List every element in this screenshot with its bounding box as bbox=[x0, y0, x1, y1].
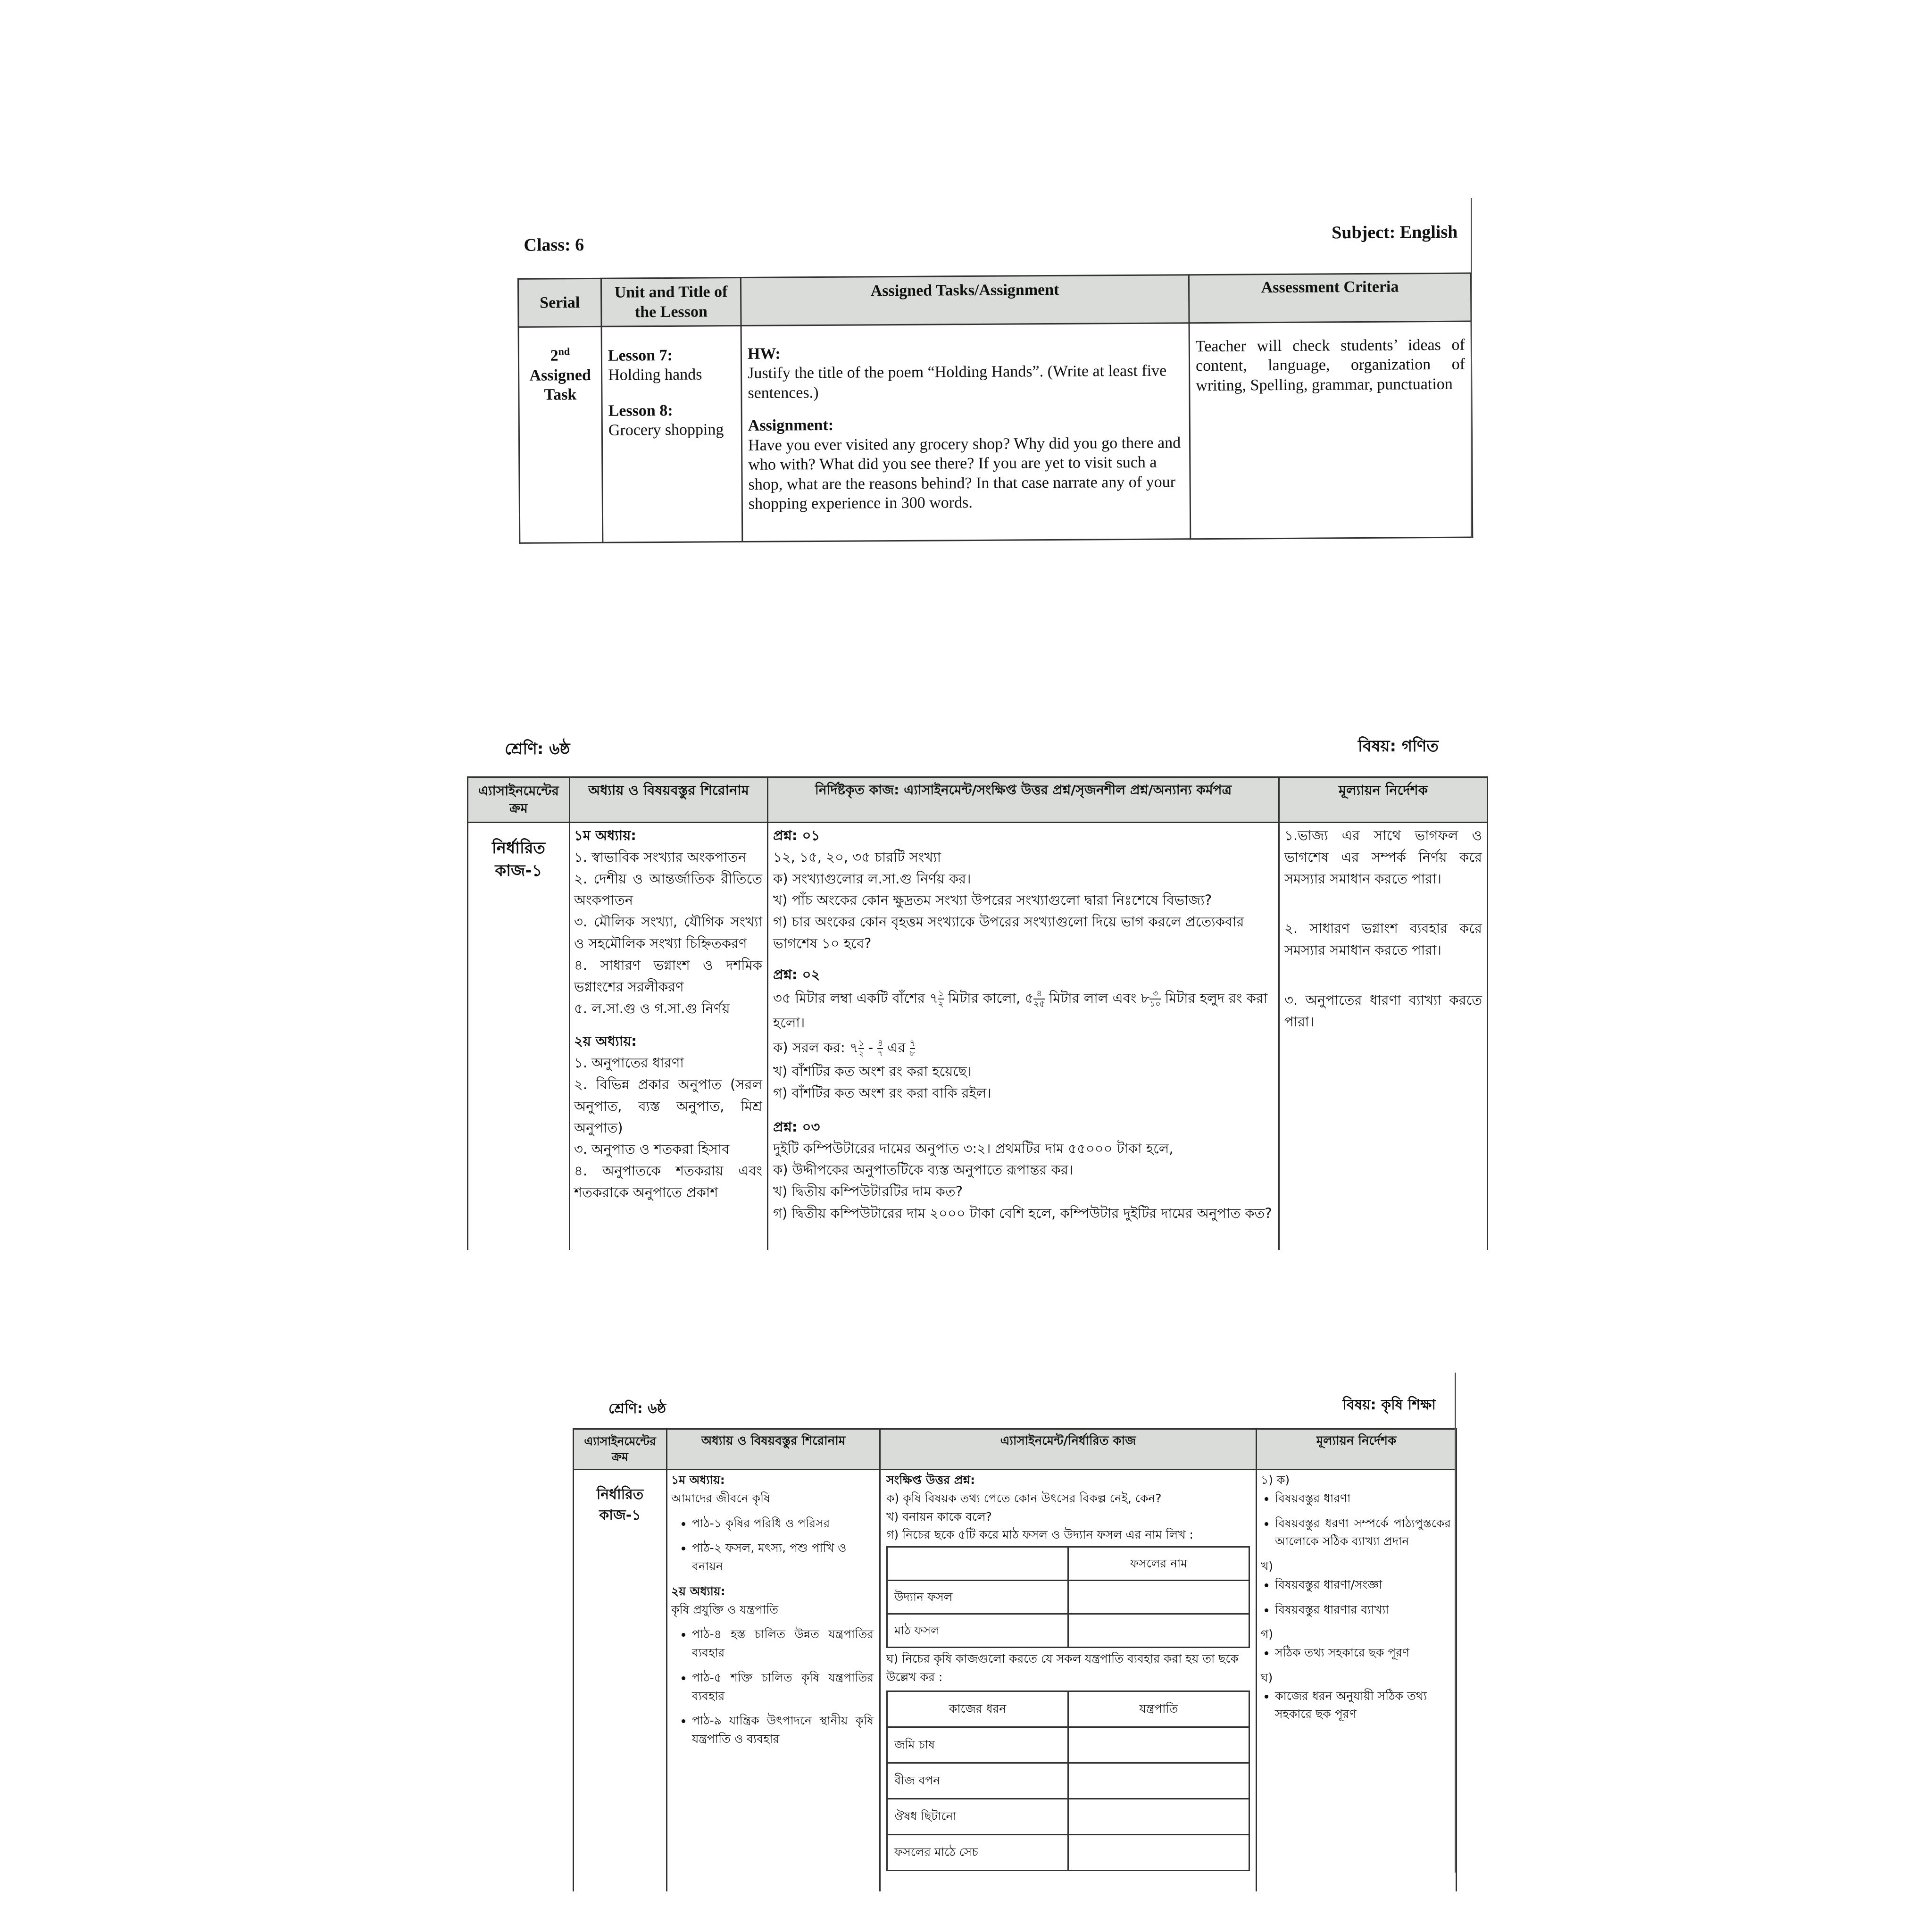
q1-line-1: ১২, ১৫, ২০, ৩৫ চারটি সংখ্যা bbox=[773, 849, 941, 865]
math-header-serial: এ্যাসাইনমেন্টের ক্রম bbox=[468, 777, 570, 823]
crop-fill-cell[interactable] bbox=[1068, 1581, 1249, 1614]
fraction bbox=[877, 1039, 883, 1058]
fraction-num: ১ bbox=[858, 1038, 864, 1049]
q1-line-2: ক) সংখ্যাগুলোর ল.সা.গু নির্ণয় কর। bbox=[773, 870, 971, 887]
tool-fill-cell[interactable] bbox=[1068, 1834, 1249, 1870]
chapter2-item-3: ৩. অনুপাত ও শতকরা হিসাব bbox=[574, 1141, 730, 1158]
q3-title: প্রশ্ন: ০৩ bbox=[773, 1118, 820, 1135]
q2-intro-part: মিটার হলুদ রং করা হলো। bbox=[773, 990, 1268, 1031]
tool-row-label: ফসলের মাঠে সেচ bbox=[887, 1834, 1068, 1870]
chapter2-item-1: ১. অনুপাতের ধারণা bbox=[574, 1055, 684, 1071]
criteria-item: • বিষয়বস্তুর ধরণা সম্পর্কে পাঠ্যপুস্তকের আলোকে সঠিক ব্যাখ্যা প্রদান bbox=[1275, 1515, 1451, 1551]
english-assignment-sheet bbox=[509, 201, 1483, 547]
q3-line-1: দুইটি কম্পিউটারের দামের অনুপাত ৩:২। প্রথমটির দাম ৫৫০০০ টাকা হলে, bbox=[773, 1140, 1174, 1157]
agri-lesson-item: • পাঠ-২ ফসল, মৎস্য, পশু পাখি ও বনায়ন bbox=[692, 1539, 874, 1576]
chapter1-item-3: ৩. মৌলিক সংখ্যা, যৌগিক সংখ্যা ও সহমৌলিক সংখ্যা চিহ্নিতকরণ bbox=[574, 914, 762, 952]
chapter1-title: ১ম অধ্যায়: bbox=[574, 827, 636, 843]
assignment-text: Have you ever visited any grocery shop? Why did you go there and who with? What did you see there? If you are yet to visit such a shop, what are the reasons behind? In that case narrate any of your shopping experience in 300 words. bbox=[748, 434, 1181, 513]
fraction-den: ৮ bbox=[909, 1049, 916, 1059]
agri-chapter2-sub: কৃষি প্রযুক্তি ও যন্ত্রপাতি bbox=[671, 1602, 779, 1616]
tool-table-header-tools: যন্ত্রপাতি bbox=[1068, 1691, 1249, 1727]
tool-row-label: জমি চাষ bbox=[887, 1727, 1068, 1763]
q1-line-3: খ) পাঁচ অংকের কোন ক্ষুদ্রতম সংখ্যা উপরের সংখ্যাগুলো দ্বারা নিঃশেষে বিভাজ্য? bbox=[773, 892, 1212, 908]
agri-chapter1-list bbox=[671, 1515, 874, 1576]
tool-fill-cell[interactable] bbox=[1068, 1763, 1249, 1799]
q2-simplify bbox=[773, 1035, 1274, 1061]
math-criteria-3: ৩. অনুপাতের ধারণা ব্যাখ্যা করতে পারা। bbox=[1284, 992, 1482, 1030]
agri-chapter2-list bbox=[671, 1625, 874, 1749]
math-serial: নির্ধারিত কাজ-১ bbox=[492, 839, 545, 880]
assignment-label: Assignment: bbox=[748, 416, 834, 435]
agri-criteria-cell bbox=[1257, 1470, 1457, 1892]
q2-intro-part: ৩৫ মিটার লম্বা একটি বাঁশের ৭ bbox=[773, 990, 939, 1006]
math-assignment-sheet bbox=[462, 731, 1491, 1250]
q2a-part: এর bbox=[883, 1040, 910, 1056]
q1-line-4: গ) চার অংকের কোন বৃহত্তম সংখ্যাকে উপরের সংখ্যাগুলো দিয়ে ভাগ করলে প্রত্যেকবার ভাগশেষ ১০ হবে? bbox=[773, 914, 1244, 952]
agri-class-label: শ্রেণি: ৬ষ্ঠ bbox=[608, 1400, 666, 1417]
tool-table-header-work: কাজের ধরন bbox=[887, 1691, 1068, 1727]
criteria-gh-label: ঘ) bbox=[1261, 1670, 1273, 1684]
math-criteria-1: ১.ভাজ্য এর সাথে ভাগফল ও ভাগশেষ এর সম্পর্ক নির্ণয় করে সমস্যার সমাধান করতে পারা। bbox=[1284, 827, 1482, 887]
math-class-label: শ্রেণি: ৬ষ্ঠ bbox=[505, 740, 570, 758]
fraction-num: ৩ bbox=[1149, 989, 1160, 999]
crop-name-table bbox=[886, 1546, 1250, 1648]
criteria-g-label: গ) bbox=[1261, 1627, 1274, 1641]
header-serial: Serial bbox=[518, 278, 601, 327]
math-chapter-cell bbox=[570, 823, 768, 1250]
criteria-g-list bbox=[1261, 1644, 1451, 1662]
agri-task-c: গ) নিচের ছকে ৫টি করে মাঠ ফসল ও উদ্যান ফসল এর নাম লিখ : bbox=[886, 1528, 1193, 1542]
lesson7-title: Lesson 7: bbox=[608, 346, 673, 365]
math-criteria-2: ২. সাধারণ ভগ্নাংশ ব্যবহার করে সমস্যার সমাধান করতে পারা। bbox=[1284, 920, 1482, 958]
subject-label: Subject: English bbox=[1332, 222, 1458, 243]
agri-header-serial: এ্যাসাইনমেন্টের ক্রম bbox=[574, 1429, 667, 1470]
serial-cell bbox=[518, 326, 603, 543]
criteria-item: • কাজের ধরন অনুযায়ী সঠিক তথ্য সহকারে ছক পূরণ bbox=[1275, 1687, 1451, 1724]
criteria-k-label: ১) ক) bbox=[1261, 1473, 1290, 1487]
agri-header-tasks: এ্যাসাইনমেন্ট/নির্ধারিত কাজ bbox=[880, 1429, 1257, 1470]
chapter2-item-2: ২. বিভিন্ন প্রকার অনুপাত (সরল অনুপাত, ব্যস্ত অনুপাত, মিশ্র অনুপাত) bbox=[574, 1076, 762, 1136]
agri-serial-cell bbox=[574, 1470, 667, 1892]
fraction bbox=[1033, 989, 1044, 1009]
q3-line-3: খ) দ্বিতীয় কম্পিউটারটির দাম কত? bbox=[773, 1183, 963, 1200]
criteria-item: • সঠিক তথ্য সহকারে ছক পূরণ bbox=[1275, 1644, 1451, 1662]
tool-table bbox=[886, 1690, 1250, 1871]
fraction bbox=[938, 989, 944, 1009]
chapter1-item-1: ১. স্বাভাবিক সংখ্যার অংকপাতন bbox=[574, 849, 746, 865]
math-tasks-cell bbox=[768, 823, 1279, 1250]
q2-title: প্রশ্ন: ০২ bbox=[773, 966, 820, 983]
class-label: Class: 6 bbox=[524, 235, 584, 255]
q3-line-4: গ) দ্বিতীয় কম্পিউটারের দাম ২০০০ টাকা বেশি হলে, কম্পিউটার দুইটির দামের অনুপাত কত? bbox=[773, 1205, 1272, 1222]
agri-task-d: ঘ) নিচের কৃষি কাজগুলো করতে যে সকল যন্ত্রপাতি ব্যবহার করা হয় তা ছকে উল্লেখ কর : bbox=[886, 1652, 1239, 1684]
lesson8-name: Grocery shopping bbox=[608, 421, 724, 440]
criteria-text: Teacher will check students’ ideas of content, language, organization of writing, Spelling, grammar, punctuation bbox=[1195, 336, 1466, 395]
agri-task-title: সংক্ষিপ্ত উত্তর প্রশ্ন: bbox=[886, 1473, 975, 1487]
criteria-item: • বিষয়বস্তুর ধারণার ব্যাখ্যা bbox=[1275, 1601, 1451, 1619]
agri-lesson-item: • পাঠ-৫ শক্তি চালিত কৃষি যন্ত্রপাতির ব্যবহার bbox=[692, 1669, 874, 1706]
crop-row-label: মাঠ ফসল bbox=[887, 1614, 1068, 1648]
hw-label: HW: bbox=[747, 345, 781, 363]
agri-header-chapter: অধ্যায় ও বিষয়বস্তুর শিরোনাম bbox=[667, 1429, 880, 1470]
math-subject-label: বিষয়: গণিত bbox=[1358, 737, 1439, 756]
agri-task-table bbox=[573, 1428, 1457, 1891]
q2-line-1: খ) বাঁশটির কত অংশ রং করা হয়েছে। bbox=[773, 1063, 972, 1080]
english-task-table bbox=[517, 273, 1473, 544]
q2-intro-part: মিটার কালো, ৫ bbox=[943, 990, 1034, 1006]
agri-header-criteria: মূল্যায়ন নির্দেশক bbox=[1257, 1429, 1457, 1470]
q2a-part: ক) সরল কর: ৭ bbox=[773, 1040, 858, 1056]
tool-fill-cell[interactable] bbox=[1068, 1727, 1249, 1763]
q2-intro-part: মিটার লাল এবং ৮ bbox=[1044, 990, 1150, 1006]
fraction bbox=[910, 1039, 916, 1058]
fraction bbox=[858, 1039, 864, 1058]
math-criteria-cell bbox=[1279, 823, 1488, 1250]
criteria-item: • বিষয়বস্তুর ধারণা bbox=[1275, 1490, 1451, 1508]
agri-chapter1-title: ১ম অধ্যায়: bbox=[671, 1473, 725, 1487]
chapter1-item-5: ৫. ল.সা.গু ও গ.সা.গু নির্ণয় bbox=[574, 1000, 730, 1016]
serial-label: Assigned Task bbox=[529, 366, 591, 404]
agri-chapter-cell bbox=[667, 1470, 880, 1892]
math-header-chapter: অধ্যায় ও বিষয়বস্তুর শিরোনাম bbox=[570, 777, 768, 823]
english-page-edge bbox=[1471, 198, 1472, 538]
chapter1-item-4: ৪. সাধারণ ভগ্নাংশ ও দশমিক ভগ্নাংশের সরলীকরণ bbox=[574, 957, 762, 995]
criteria-k-list bbox=[1261, 1490, 1451, 1551]
fraction-den: ২ bbox=[938, 999, 944, 1009]
math-serial-cell bbox=[468, 823, 570, 1250]
fraction-den: ১০ bbox=[1149, 999, 1161, 1009]
criteria-cell bbox=[1189, 321, 1473, 539]
q2-intro bbox=[773, 986, 1274, 1035]
crop-fill-cell[interactable] bbox=[1068, 1614, 1249, 1648]
unit-cell bbox=[601, 326, 742, 543]
q2-line-2: গ) বাঁশটির কত অংশ রং করা বাকি রইল। bbox=[773, 1084, 991, 1101]
criteria-item: • বিষয়বস্তুর ধারণা/সংজ্ঞা bbox=[1275, 1576, 1451, 1594]
agri-lesson-item: • পাঠ-৯ যান্ত্রিক উৎপাদনে স্থানীয় কৃষি যন্ত্রপাতি ও ব্যবহার bbox=[692, 1712, 874, 1749]
agri-tasks-cell bbox=[880, 1470, 1257, 1892]
lesson7-name: Holding hands bbox=[608, 366, 702, 384]
criteria-kh-label: খ) bbox=[1261, 1559, 1274, 1573]
q1-title: প্রশ্ন: ০১ bbox=[773, 827, 820, 843]
lesson8-title: Lesson 8: bbox=[608, 401, 673, 420]
agri-task-a: ক) কৃষি বিষয়ক তথ্য পেতে কোন উৎসের বিকল্প নেই, কেন? bbox=[886, 1491, 1162, 1505]
agri-lesson-item: • পাঠ-৪ হস্ত চালিত উন্নত যন্ত্রপাতির ব্যবহার bbox=[692, 1625, 874, 1662]
crop-table-corner bbox=[887, 1547, 1068, 1581]
fraction bbox=[1149, 989, 1160, 1009]
fraction-num: ৪ bbox=[877, 1038, 883, 1049]
serial-ordinal-suffix: nd bbox=[558, 345, 570, 358]
tool-row-label: ঔষধ ছিটানো bbox=[887, 1799, 1068, 1834]
chapter1-item-2: ২. দেশীয় ও আন্তর্জাতিক রীতিতে অংকপাতন bbox=[574, 870, 762, 908]
agri-chapter2-title: ২য় অধ্যায়: bbox=[671, 1584, 725, 1598]
agri-chapter1-sub: আমাদের জীবনে কৃষি bbox=[671, 1491, 770, 1505]
agri-assignment-sheet bbox=[566, 1377, 1462, 1891]
fraction-den: ২ bbox=[858, 1049, 864, 1059]
tasks-cell bbox=[741, 323, 1191, 542]
chapter2-title: ২য় অধ্যায়: bbox=[574, 1033, 637, 1049]
math-header-tasks: নির্দিষ্টকৃত কাজ: এ্যাসাইনমেন্ট/সংক্ষিপ্ত উত্তর প্রশ্ন/সৃজনশীল প্রশ্ন/অন্যান্য কর্মপত্র bbox=[768, 777, 1279, 823]
agri-subject-label: বিষয়: কৃষি শিক্ষা bbox=[1342, 1397, 1436, 1413]
q3-line-2: ক) উদ্দীপকের অনুপাতটিকে ব্যস্ত অনুপাতে রূপান্তর কর। bbox=[773, 1162, 1074, 1178]
agri-lesson-item: • পাঠ-১ কৃষির পরিধি ও পরিসর bbox=[692, 1515, 874, 1533]
tool-fill-cell[interactable] bbox=[1068, 1799, 1249, 1834]
fraction-num: ৪ bbox=[1033, 989, 1044, 999]
fraction-den: ৭ bbox=[877, 1049, 883, 1059]
agri-serial: নির্ধারিত কাজ-১ bbox=[596, 1486, 644, 1524]
header-assigned-tasks: Assigned Tasks/Assignment bbox=[741, 275, 1189, 326]
fraction-num: ১ bbox=[938, 988, 944, 999]
criteria-kh-list bbox=[1261, 1576, 1451, 1619]
hw-text: Justify the title of the poem “Holding Hands”. (Write at least five sentences.) bbox=[748, 362, 1167, 402]
math-header-criteria: মূল্যায়ন নির্দেশক bbox=[1279, 777, 1488, 823]
header-unit: Unit and Title of the Lesson bbox=[601, 278, 741, 327]
q2a-part: - bbox=[864, 1040, 878, 1056]
header-assessment: Assessment Criteria bbox=[1189, 273, 1471, 323]
agri-page-edge bbox=[1455, 1373, 1456, 1873]
crop-row-label: উদ্যান ফসল bbox=[887, 1581, 1068, 1614]
fraction-num: ৭ bbox=[909, 1038, 916, 1049]
math-task-table bbox=[467, 776, 1488, 1250]
fraction-den: ২৫ bbox=[1033, 999, 1045, 1009]
serial-ordinal: 2 bbox=[550, 347, 558, 365]
chapter2-item-4: ৪. অনুপাতকে শতকরায় এবং শতকরাকে অনুপাতে প্রকাশ bbox=[574, 1163, 762, 1200]
criteria-gh-list bbox=[1261, 1687, 1451, 1724]
crop-table-header: ফসলের নাম bbox=[1068, 1547, 1249, 1581]
agri-task-b: খ) বনায়ন কাকে বলে? bbox=[886, 1509, 992, 1524]
tool-row-label: বীজ বপন bbox=[887, 1763, 1068, 1799]
